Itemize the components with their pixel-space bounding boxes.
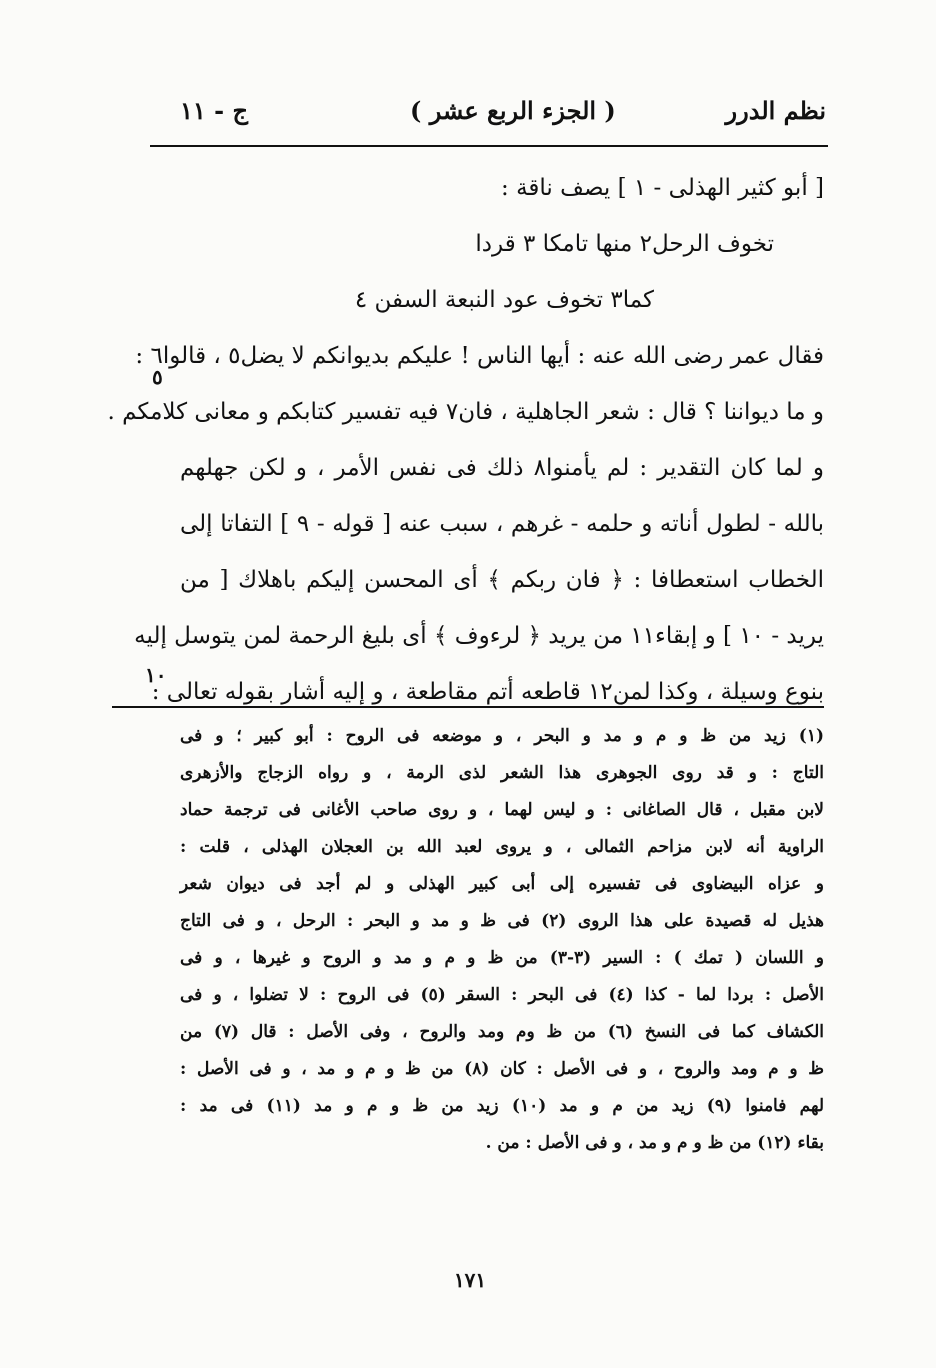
footnote-line: لهم فامنوا (٩) زيد من م و مد (١٠) زيد من ظ و م و مد (١١) فى مد : bbox=[180, 1096, 824, 1116]
text-line: [ أبو كثير الهذلى - ١ ] يصف ناقة : bbox=[501, 175, 824, 201]
text-line: بنوع وسيلة ، وكذا لمن١٢ قاطعه أتم مقاطعة ، و إليه أشار بقوله تعالى : bbox=[151, 679, 824, 705]
footnote-line: و عزاه البيضاوى فى تفسيره إلى أبى كبير الهذلى و لم أجد فى ديوان شعر bbox=[180, 874, 824, 894]
footnote-line: هذيل له قصيدة على هذا الروى (٢) فى ظ و مد و البحر : الرحل ، و فى التاج bbox=[180, 911, 824, 931]
footnote-line: الكشاف كما فى النسخ (٦) من ظ وم ومد والروح ، وفى الأصل : قال (٧) من bbox=[180, 1022, 825, 1042]
text-line: و ما ديواننا ؟ قال : شعر الجاهلية ، فان٧ فيه تفسير كتابكم و معانى كلامكم . bbox=[107, 399, 824, 425]
book-title: نظم الدرر bbox=[725, 96, 826, 125]
text-line: بالله - لطول أناته و حلمه - غرهم ، سبب عنه [ قوله - ٩ ] التفاتا إلى bbox=[180, 511, 824, 537]
header-divider bbox=[150, 145, 828, 147]
part-label: ( الجزء الربع عشر ) bbox=[410, 96, 616, 125]
page-number: ١٧١ bbox=[453, 1268, 487, 1292]
footnote-line: و اللسان ( تمك ) : السير (٣-٣) من ظ و م و مد و الروح و غيرها ، و فى bbox=[180, 948, 824, 968]
text-line: الخطاب استعطافا : ﴿ فان ربكم ﴾ أى المحسن إليكم باهلاك [ من bbox=[180, 567, 824, 593]
footnote-line: التاج : و قد روى الجوهرى هذا الشعر لذى الرمة ، و رواه الزجاج والأزهرى bbox=[180, 763, 824, 783]
footnote-line: ظ و م ومد والروح ، و فى الأصل : كان (٨) من ظ و م و مد ، و فى الأصل : bbox=[180, 1059, 824, 1079]
text-line: و لما كان التقدير : لم يأمنوا٨ ذلك فى نفس الأمر ، و لكن جهلهم bbox=[180, 455, 824, 481]
footnote-line: لابن مقبل ، قال الصاغانى : و ليس لهما ، و روى صاحب الأغانى فى ترجمة حماد bbox=[180, 800, 824, 820]
text-line: فقال عمر رضى الله عنه : أيها الناس ! عليكم بديوانكم لا يضل٥ ، قالوا٦ : bbox=[135, 343, 824, 369]
footnote-line: (١) زيد من ظ و م و مد و البحر ، و موضعه فى الروح : أبو كبير ؛ و فى bbox=[180, 726, 824, 746]
running-header bbox=[150, 96, 826, 140]
verse-line: تخوف الرحل٢ منها تامكا ٣ قردا bbox=[475, 231, 774, 257]
footnote-line: الراوية أنه لابن مزاحم الثمالى ، و يروى لعبد الله بن العجلان الهذلى ، قلت : bbox=[180, 837, 824, 857]
main-text bbox=[107, 160, 824, 720]
text-line: يريد - ١٠ ] و إبقاء١١ من يريد ﴿ لرءوف ﴾ أى بليغ الرحمة لمن يتوسل إليه bbox=[134, 623, 824, 649]
footnote-line: بقاء (١٢) من ظ و م و مد ، و فى الأصل : من . bbox=[485, 1133, 824, 1153]
footnote-divider bbox=[112, 706, 824, 708]
verse-line: كما٣ تخوف عود النبعة السفن ٤ bbox=[354, 287, 654, 313]
footnotes bbox=[180, 718, 824, 1162]
line-number-5: ٥ bbox=[152, 365, 163, 389]
footnote-line: الأصل : بردا لما - كذا (٤) فى البحر : السقر (٥) فى الروح : لا تضلوا ، و فى bbox=[180, 985, 824, 1005]
line-number-10: ١٠ bbox=[145, 663, 167, 687]
volume-label: ج - ١١ bbox=[180, 96, 248, 125]
